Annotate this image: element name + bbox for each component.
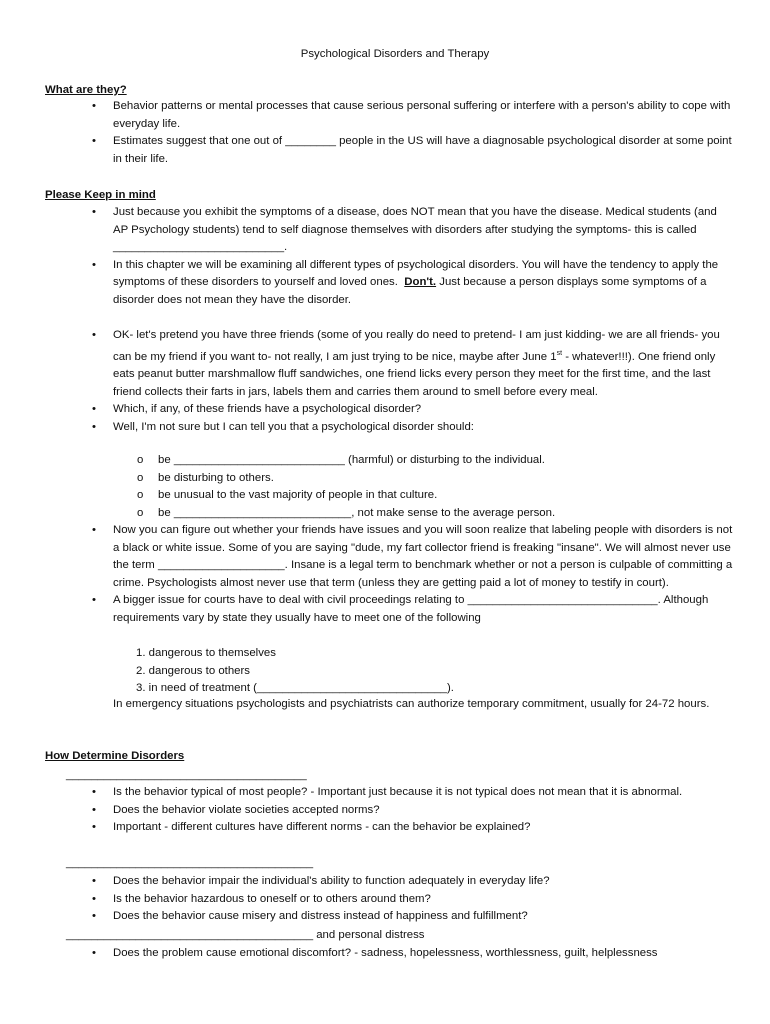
bullet-three-friends xyxy=(113,327,733,401)
blank-line-1: ______________________________________ xyxy=(66,769,307,781)
bullet-cultures: • Important - different cultures have different norms - can the behavior be explained? xyxy=(113,819,733,837)
bullet-misery: • Does the behavior cause misery and distress instead of happiness and fulfillment? xyxy=(113,908,733,926)
emergency-text: In emergency situations psychologists and psychiatrists can authorize temporary commitment, usually for 24-72 hours. xyxy=(113,698,710,710)
criterion-harmful: o be ___________________________ (harmful) or disturbing to the individual. xyxy=(158,452,718,470)
commitment-item-2: 2. dangerous to others xyxy=(136,664,250,677)
section-insane xyxy=(113,522,733,628)
page-title: Psychological Disorders and Therapy xyxy=(300,48,490,60)
heading-what-are-they: What are they? xyxy=(45,84,127,96)
chapter-text: In this chapter we will be examining all different types of psychological disorders. You will have the tendency to apply the symptoms of these disorders to yourself and loved ones. xyxy=(113,258,719,289)
bullet-civil-proceedings: • A bigger issue for courts have to deal with civil proceedings relating to ______________________________. Although requirements vary by state they usually have to meet one of the following xyxy=(113,592,733,627)
bullet-this-chapter xyxy=(113,257,733,310)
section-what-are-they xyxy=(113,98,733,168)
bullet-emotional: • Does the problem cause emotional discomfort? - sadness, hopelessness, worthlessness, guilt, helplessness xyxy=(113,945,733,963)
blank-line-2: _______________________________________ xyxy=(66,857,314,869)
bullet-insane: • Now you can figure out whether your friends have issues and you will soon realize that labeling people with disorders is not a black or white issue. Some of you are saying "dude, my fart collector friend is freaking "insane". We will almost never use the term ____________________. Insane is a legal term to benchmark whether or not a person is culpable of committing a crime. Psychologists almost never use that term (unless they are getting paid a lot of money to testify in court). xyxy=(113,522,733,592)
criterion-unusual: o be unusual to the vast majority of people in that culture. xyxy=(158,487,718,505)
blank-line-3: _______________________________________ and personal distress xyxy=(66,929,425,941)
commitment-item-1: 1. dangerous to themselves xyxy=(136,647,276,659)
bullet-which-friends: • Which, if any, of these friends have a psychological disorder? xyxy=(113,401,733,419)
section-keep-in-mind xyxy=(113,204,733,437)
group-typical xyxy=(113,784,733,837)
dont-emphasis: Don't. xyxy=(404,276,437,289)
group-distress xyxy=(113,945,733,963)
criteria-sublist xyxy=(158,452,718,522)
heading-how-determine: How Determine Disorders xyxy=(45,750,185,762)
emergency-note xyxy=(113,696,733,714)
chapter-text-cont: Just because a person displays some symptoms of a disorder does not mean they have the disorder. xyxy=(113,276,707,306)
bullet-definition: • Behavior patterns or mental processes that cause serious personal suffering or interfere with a person's ability to cope with everyday life. xyxy=(113,98,733,133)
criterion-irrational: o be ____________________________, not make sense to the average person. xyxy=(158,505,718,523)
bullet-estimates: • Estimates suggest that one out of ________ people in the US will have a diagnosable psychological disorder at some point in their life. xyxy=(113,133,733,168)
commitment-criteria-list xyxy=(136,645,454,698)
criterion-disturbing: o be disturbing to others. xyxy=(158,470,718,488)
heading-keep-in-mind: Please Keep in mind xyxy=(45,189,156,201)
bullet-disorder-should: • Well, I'm not sure but I can tell you that a psychological disorder should: xyxy=(113,419,733,437)
friends-text-cont: - whatever!!!). One friend only eats peanut butter marshmallow fluff sandwiches, one friend licks every person they meet for the first time, and the last friend collects their farts in jars, labels them and carries them around to smell before every meal. xyxy=(113,350,716,398)
bullet-impair: • Does the behavior impair the individual's ability to function adequately in everyday life? xyxy=(113,873,733,891)
superscript-st: st xyxy=(556,349,563,357)
bullet-typical: • Is the behavior typical of most people? - Important just because it is not typical does not mean that it is abnormal. xyxy=(113,784,733,802)
bullet-self-diagnose: • Just because you exhibit the symptoms of a disease, does NOT mean that you have the disease. Medical students (and AP Psychology students) tend to self diagnose themselves with disorders after studying the symptoms- this is called ___________________________. xyxy=(113,204,733,257)
bullet-hazardous: • Is the behavior hazardous to oneself or to others around them? xyxy=(113,891,733,909)
friends-text: OK- let's pretend you have three friends (some of you really do need to pretend- I am just kidding- we are all friends- you can be my friend if you want to- not really, I am just trying to be nice, maybe after June 1 xyxy=(113,329,720,363)
bullet-norms: • Does the behavior violate societies accepted norms? xyxy=(113,802,733,820)
group-maladaptive xyxy=(113,873,733,926)
commitment-item-3: 3. in need of treatment (______________________________). xyxy=(136,682,454,695)
